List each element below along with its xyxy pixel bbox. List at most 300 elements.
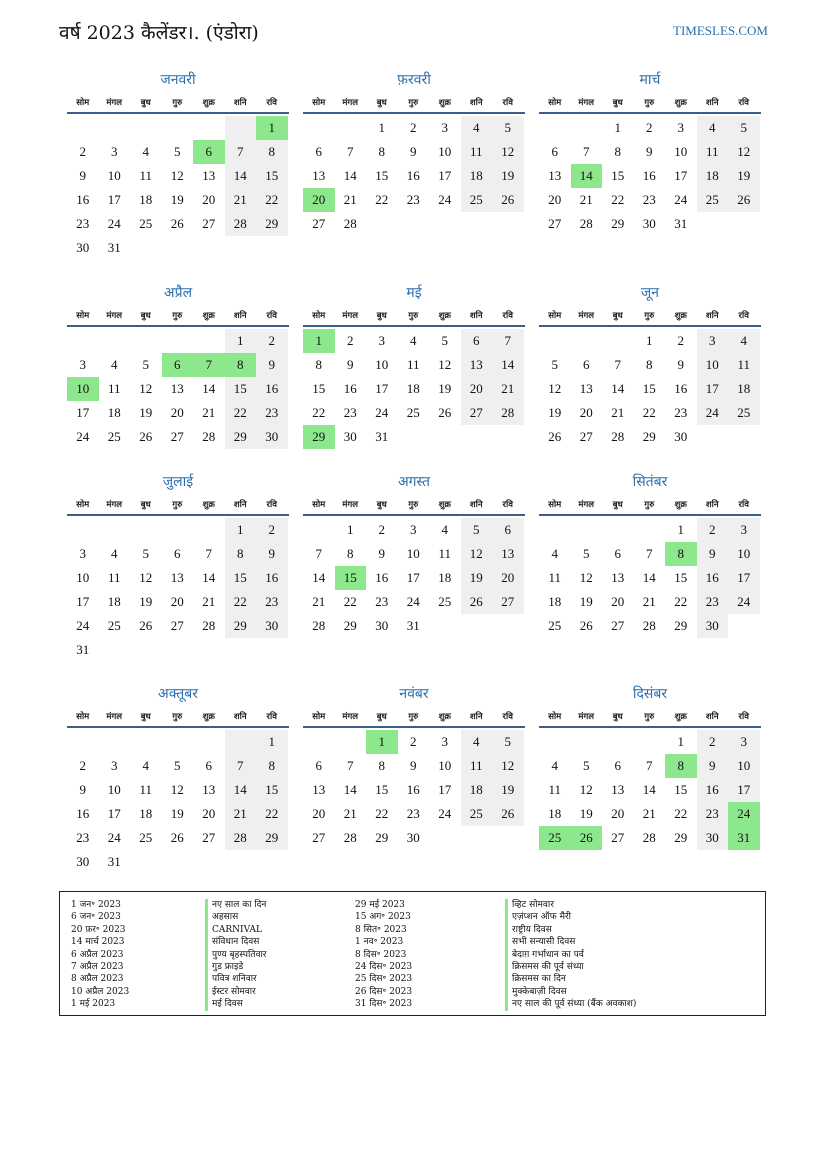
day-cell[interactable]: 18 [548, 594, 562, 609]
day-cell[interactable]: 30 [256, 614, 288, 638]
day-cell[interactable]: 30 [76, 240, 90, 255]
day-cell[interactable]: 9 [677, 357, 684, 372]
day-cell[interactable]: 30 [642, 216, 656, 231]
day-cell[interactable]: 27 [492, 590, 524, 614]
day-cell[interactable]: 23 [406, 806, 420, 821]
day-cell[interactable]: 3 [697, 329, 729, 353]
day-cell[interactable]: 4 [551, 546, 558, 561]
day-cell[interactable]: 5 [583, 546, 590, 561]
day-cell[interactable]: 6 [614, 758, 621, 773]
day-cell[interactable]: 22 [642, 405, 656, 420]
day-cell[interactable]: 25 [728, 401, 760, 425]
day-cell[interactable]: 3 [111, 144, 118, 159]
day-cell[interactable]: 17 [375, 381, 389, 396]
day-cell[interactable]: 19 [139, 594, 153, 609]
day-cell[interactable]: 19 [492, 164, 524, 188]
day-cell[interactable]: 18 [438, 570, 452, 585]
day-cell[interactable]: 21 [343, 806, 357, 821]
day-cell[interactable]: 5 [174, 758, 181, 773]
day-cell[interactable]: 13 [461, 353, 493, 377]
day-cell[interactable]: 1 [303, 329, 335, 353]
day-cell[interactable]: 29 [256, 826, 288, 850]
day-cell[interactable]: 24 [375, 405, 389, 420]
day-cell[interactable]: 14 [202, 381, 216, 396]
day-cell[interactable]: 3 [728, 518, 760, 542]
day-cell[interactable]: 29 [225, 425, 257, 449]
day-cell[interactable]: 11 [107, 381, 121, 396]
day-cell[interactable]: 27 [170, 618, 184, 633]
day-cell[interactable]: 7 [646, 546, 653, 561]
day-cell[interactable]: 28 [312, 618, 326, 633]
day-cell[interactable]: 28 [642, 618, 656, 633]
day-cell[interactable]: 10 [438, 144, 452, 159]
day-cell[interactable]: 28 [202, 618, 216, 633]
day-cell[interactable]: 17 [728, 566, 760, 590]
day-cell[interactable]: 24 [438, 192, 452, 207]
day-cell[interactable]: 27 [461, 401, 493, 425]
day-cell[interactable]: 23 [76, 830, 90, 845]
day-cell[interactable]: 21 [579, 192, 593, 207]
day-cell[interactable]: 2 [410, 734, 417, 749]
day-cell[interactable]: 22 [225, 401, 257, 425]
day-cell[interactable]: 27 [548, 216, 562, 231]
day-cell[interactable]: 26 [492, 188, 524, 212]
day-cell[interactable]: 18 [548, 806, 562, 821]
day-cell[interactable]: 28 [225, 826, 257, 850]
day-cell[interactable]: 27 [579, 429, 593, 444]
day-cell[interactable]: 15 [225, 377, 257, 401]
day-cell[interactable]: 14 [642, 782, 656, 797]
day-cell[interactable]: 31 [406, 618, 420, 633]
day-cell[interactable]: 22 [256, 188, 288, 212]
day-cell[interactable]: 12 [170, 782, 184, 797]
day-cell[interactable]: 11 [461, 140, 493, 164]
day-cell[interactable]: 8 [347, 546, 354, 561]
day-cell[interactable]: 15 [642, 381, 656, 396]
day-cell[interactable]: 1 [225, 518, 257, 542]
day-cell[interactable]: 1 [366, 730, 398, 754]
day-cell[interactable]: 13 [492, 542, 524, 566]
day-cell[interactable]: 24 [76, 429, 90, 444]
day-cell[interactable]: 6 [174, 546, 181, 561]
day-cell[interactable]: 6 [583, 357, 590, 372]
day-cell[interactable]: 4 [441, 522, 448, 537]
day-cell[interactable]: 15 [375, 782, 389, 797]
day-cell[interactable]: 5 [461, 518, 493, 542]
day-cell[interactable]: 16 [406, 782, 420, 797]
day-cell[interactable]: 10 [728, 542, 760, 566]
day-cell[interactable]: 19 [579, 594, 593, 609]
day-cell[interactable]: 16 [642, 168, 656, 183]
day-cell[interactable]: 17 [674, 168, 688, 183]
day-cell[interactable]: 16 [697, 566, 729, 590]
day-cell[interactable]: 18 [697, 164, 729, 188]
day-cell[interactable]: 15 [335, 566, 367, 590]
day-cell[interactable]: 24 [107, 216, 121, 231]
day-cell[interactable]: 4 [697, 116, 729, 140]
day-cell[interactable]: 3 [410, 522, 417, 537]
day-cell[interactable]: 5 [492, 730, 524, 754]
day-cell[interactable]: 28 [579, 216, 593, 231]
day-cell[interactable]: 23 [256, 401, 288, 425]
day-cell[interactable]: 16 [343, 381, 357, 396]
day-cell[interactable]: 26 [139, 429, 153, 444]
day-cell[interactable]: 15 [674, 570, 688, 585]
day-cell[interactable]: 9 [697, 542, 729, 566]
day-cell[interactable]: 3 [79, 357, 86, 372]
day-cell[interactable]: 19 [461, 566, 493, 590]
day-cell[interactable]: 11 [697, 140, 729, 164]
day-cell[interactable]: 3 [728, 730, 760, 754]
day-cell[interactable]: 2 [378, 522, 385, 537]
day-cell[interactable]: 11 [728, 353, 760, 377]
day-cell[interactable]: 13 [611, 570, 625, 585]
day-cell[interactable]: 14 [611, 381, 625, 396]
day-cell[interactable]: 26 [492, 802, 524, 826]
day-cell[interactable]: 21 [492, 377, 524, 401]
day-cell[interactable]: 7 [205, 546, 212, 561]
day-cell[interactable]: 6 [205, 758, 212, 773]
day-cell[interactable]: 30 [697, 826, 729, 850]
day-cell[interactable]: 15 [611, 168, 625, 183]
day-cell[interactable]: 10 [76, 570, 90, 585]
day-cell[interactable]: 2 [79, 758, 86, 773]
day-cell[interactable]: 4 [111, 546, 118, 561]
day-cell[interactable]: 28 [225, 212, 257, 236]
day-cell[interactable]: 12 [492, 140, 524, 164]
day-cell[interactable]: 22 [312, 405, 326, 420]
day-cell[interactable]: 31 [107, 854, 121, 869]
day-cell[interactable]: 30 [674, 429, 688, 444]
day-cell[interactable]: 24 [728, 590, 760, 614]
day-cell[interactable]: 21 [642, 594, 656, 609]
day-cell[interactable]: 9 [410, 144, 417, 159]
day-cell[interactable]: 7 [315, 546, 322, 561]
day-cell[interactable]: 28 [343, 216, 357, 231]
day-cell[interactable]: 6 [461, 329, 493, 353]
day-cell[interactable]: 15 [375, 168, 389, 183]
day-cell[interactable]: 29 [674, 830, 688, 845]
day-cell[interactable]: 22 [674, 594, 688, 609]
day-cell[interactable]: 19 [139, 405, 153, 420]
day-cell[interactable]: 23 [406, 192, 420, 207]
day-cell[interactable]: 4 [410, 333, 417, 348]
day-cell[interactable]: 13 [202, 782, 216, 797]
day-cell[interactable]: 31 [728, 826, 760, 850]
day-cell[interactable]: 2 [697, 518, 729, 542]
day-cell[interactable]: 21 [642, 806, 656, 821]
day-cell[interactable]: 13 [202, 168, 216, 183]
day-cell[interactable]: 30 [697, 614, 729, 638]
day-cell[interactable]: 17 [76, 594, 90, 609]
day-cell[interactable]: 13 [170, 381, 184, 396]
day-cell[interactable]: 7 [193, 353, 225, 377]
day-cell[interactable]: 8 [646, 357, 653, 372]
day-cell[interactable]: 20 [611, 594, 625, 609]
day-cell[interactable]: 14 [343, 782, 357, 797]
day-cell[interactable]: 17 [107, 806, 121, 821]
day-cell[interactable]: 5 [142, 546, 149, 561]
day-cell[interactable]: 26 [438, 405, 452, 420]
day-cell[interactable]: 10 [375, 357, 389, 372]
day-cell[interactable]: 24 [728, 802, 760, 826]
day-cell[interactable]: 2 [677, 333, 684, 348]
day-cell[interactable]: 24 [674, 192, 688, 207]
day-cell[interactable]: 21 [225, 802, 257, 826]
day-cell[interactable]: 17 [728, 778, 760, 802]
day-cell[interactable]: 20 [492, 566, 524, 590]
day-cell[interactable]: 25 [107, 429, 121, 444]
day-cell[interactable]: 24 [107, 830, 121, 845]
day-cell[interactable]: 16 [406, 168, 420, 183]
day-cell[interactable]: 29 [256, 212, 288, 236]
day-cell[interactable]: 9 [378, 546, 385, 561]
day-cell[interactable]: 30 [256, 425, 288, 449]
day-cell[interactable]: 9 [697, 754, 729, 778]
day-cell[interactable]: 31 [674, 216, 688, 231]
day-cell[interactable]: 26 [579, 618, 593, 633]
day-cell[interactable]: 12 [170, 168, 184, 183]
day-cell[interactable]: 11 [461, 754, 493, 778]
day-cell[interactable]: 19 [548, 405, 562, 420]
day-cell[interactable]: 26 [170, 216, 184, 231]
day-cell[interactable]: 6 [614, 546, 621, 561]
day-cell[interactable]: 1 [256, 730, 288, 754]
day-cell[interactable]: 27 [312, 216, 326, 231]
day-cell[interactable]: 20 [202, 806, 216, 821]
day-cell[interactable]: 25 [406, 405, 420, 420]
day-cell[interactable]: 19 [438, 381, 452, 396]
day-cell[interactable]: 28 [611, 429, 625, 444]
day-cell[interactable]: 2 [410, 120, 417, 135]
day-cell[interactable]: 25 [139, 216, 153, 231]
day-cell[interactable]: 21 [202, 594, 216, 609]
day-cell[interactable]: 25 [697, 188, 729, 212]
day-cell[interactable]: 24 [76, 618, 90, 633]
day-cell[interactable]: 18 [107, 405, 121, 420]
day-cell[interactable]: 17 [438, 168, 452, 183]
day-cell[interactable]: 5 [174, 144, 181, 159]
day-cell[interactable]: 1 [225, 329, 257, 353]
day-cell[interactable]: 8 [378, 758, 385, 773]
day-cell[interactable]: 7 [347, 144, 354, 159]
day-cell[interactable]: 5 [142, 357, 149, 372]
day-cell[interactable]: 11 [548, 570, 562, 585]
day-cell[interactable]: 7 [614, 357, 621, 372]
day-cell[interactable]: 8 [665, 754, 697, 778]
day-cell[interactable]: 25 [107, 618, 121, 633]
day-cell[interactable]: 29 [674, 618, 688, 633]
day-cell[interactable]: 2 [79, 144, 86, 159]
day-cell[interactable]: 2 [256, 329, 288, 353]
day-cell[interactable]: 15 [225, 566, 257, 590]
day-cell[interactable]: 20 [170, 594, 184, 609]
day-cell[interactable]: 20 [548, 192, 562, 207]
day-cell[interactable]: 1 [614, 120, 621, 135]
day-cell[interactable]: 4 [142, 144, 149, 159]
day-cell[interactable]: 12 [461, 542, 493, 566]
day-cell[interactable]: 27 [170, 429, 184, 444]
day-cell[interactable]: 8 [315, 357, 322, 372]
day-cell[interactable]: 13 [312, 168, 326, 183]
day-cell[interactable]: 23 [674, 405, 688, 420]
day-cell[interactable]: 9 [410, 758, 417, 773]
day-cell[interactable]: 10 [728, 754, 760, 778]
day-cell[interactable]: 8 [256, 140, 288, 164]
day-cell[interactable]: 1 [378, 120, 385, 135]
day-cell[interactable]: 31 [107, 240, 121, 255]
day-cell[interactable]: 25 [461, 188, 493, 212]
day-cell[interactable]: 20 [579, 405, 593, 420]
day-cell[interactable]: 4 [461, 116, 493, 140]
day-cell[interactable]: 3 [441, 734, 448, 749]
day-cell[interactable]: 16 [76, 192, 90, 207]
day-cell[interactable]: 11 [548, 782, 562, 797]
day-cell[interactable]: 27 [312, 830, 326, 845]
day-cell[interactable]: 19 [170, 192, 184, 207]
day-cell[interactable]: 28 [202, 429, 216, 444]
day-cell[interactable]: 11 [107, 570, 121, 585]
day-cell[interactable]: 14 [492, 353, 524, 377]
day-cell[interactable]: 7 [225, 754, 257, 778]
day-cell[interactable]: 26 [571, 826, 603, 850]
day-cell[interactable]: 1 [677, 734, 684, 749]
day-cell[interactable]: 18 [139, 806, 153, 821]
day-cell[interactable]: 17 [76, 405, 90, 420]
day-cell[interactable]: 5 [441, 333, 448, 348]
day-cell[interactable]: 18 [107, 594, 121, 609]
day-cell[interactable]: 9 [256, 353, 288, 377]
day-cell[interactable]: 23 [343, 405, 357, 420]
day-cell[interactable]: 17 [107, 192, 121, 207]
day-cell[interactable]: 13 [312, 782, 326, 797]
day-cell[interactable]: 10 [107, 782, 121, 797]
day-cell[interactable]: 26 [548, 429, 562, 444]
day-cell[interactable]: 31 [375, 429, 389, 444]
day-cell[interactable]: 29 [225, 614, 257, 638]
day-cell[interactable]: 4 [111, 357, 118, 372]
day-cell[interactable]: 26 [728, 188, 760, 212]
day-cell[interactable]: 10 [107, 168, 121, 183]
day-cell[interactable]: 14 [202, 570, 216, 585]
day-cell[interactable]: 18 [728, 377, 760, 401]
day-cell[interactable]: 24 [406, 594, 420, 609]
day-cell[interactable]: 3 [79, 546, 86, 561]
day-cell[interactable]: 30 [375, 618, 389, 633]
day-cell[interactable]: 13 [548, 168, 562, 183]
day-cell[interactable]: 10 [674, 144, 688, 159]
day-cell[interactable]: 4 [551, 758, 558, 773]
day-cell[interactable]: 8 [225, 542, 257, 566]
day-cell[interactable]: 17 [438, 782, 452, 797]
day-cell[interactable]: 24 [438, 806, 452, 821]
day-cell[interactable]: 6 [315, 144, 322, 159]
day-cell[interactable]: 23 [256, 590, 288, 614]
day-cell[interactable]: 18 [406, 381, 420, 396]
day-cell[interactable]: 8 [665, 542, 697, 566]
day-cell[interactable]: 29 [611, 216, 625, 231]
day-cell[interactable]: 18 [139, 192, 153, 207]
day-cell[interactable]: 7 [583, 144, 590, 159]
day-cell[interactable]: 16 [256, 566, 288, 590]
day-cell[interactable]: 8 [256, 754, 288, 778]
day-cell[interactable]: 6 [315, 758, 322, 773]
day-cell[interactable]: 18 [461, 778, 493, 802]
day-cell[interactable]: 14 [343, 168, 357, 183]
day-cell[interactable]: 20 [303, 188, 335, 212]
day-cell[interactable]: 12 [728, 140, 760, 164]
day-cell[interactable]: 1 [347, 522, 354, 537]
day-cell[interactable]: 1 [677, 522, 684, 537]
day-cell[interactable]: 16 [697, 778, 729, 802]
day-cell[interactable]: 21 [312, 594, 326, 609]
day-cell[interactable]: 12 [139, 570, 153, 585]
day-cell[interactable]: 9 [79, 168, 86, 183]
day-cell[interactable]: 28 [492, 401, 524, 425]
day-cell[interactable]: 12 [139, 381, 153, 396]
day-cell[interactable]: 6 [551, 144, 558, 159]
day-cell[interactable]: 22 [256, 802, 288, 826]
day-cell[interactable]: 29 [375, 830, 389, 845]
day-cell[interactable]: 7 [646, 758, 653, 773]
day-cell[interactable]: 10 [697, 353, 729, 377]
day-cell[interactable]: 13 [579, 381, 593, 396]
day-cell[interactable]: 18 [461, 164, 493, 188]
day-cell[interactable]: 22 [225, 590, 257, 614]
day-cell[interactable]: 3 [441, 120, 448, 135]
day-cell[interactable]: 11 [139, 782, 153, 797]
day-cell[interactable]: 6 [492, 518, 524, 542]
day-cell[interactable]: 10 [438, 758, 452, 773]
day-cell[interactable]: 16 [256, 377, 288, 401]
day-cell[interactable]: 15 [674, 782, 688, 797]
day-cell[interactable]: 14 [642, 570, 656, 585]
day-cell[interactable]: 25 [139, 830, 153, 845]
day-cell[interactable]: 30 [406, 830, 420, 845]
day-cell[interactable]: 8 [378, 144, 385, 159]
day-cell[interactable]: 4 [461, 730, 493, 754]
day-cell[interactable]: 15 [312, 381, 326, 396]
day-cell[interactable]: 20 [170, 405, 184, 420]
day-cell[interactable]: 23 [697, 802, 729, 826]
day-cell[interactable]: 22 [343, 594, 357, 609]
day-cell[interactable]: 5 [728, 116, 760, 140]
day-cell[interactable]: 5 [551, 357, 558, 372]
day-cell[interactable]: 11 [139, 168, 153, 183]
day-cell[interactable]: 14 [312, 570, 326, 585]
day-cell[interactable]: 3 [677, 120, 684, 135]
day-cell[interactable]: 31 [76, 642, 90, 657]
day-cell[interactable]: 2 [697, 730, 729, 754]
day-cell[interactable]: 10 [406, 546, 420, 561]
day-cell[interactable]: 28 [343, 830, 357, 845]
day-cell[interactable]: 26 [139, 618, 153, 633]
day-cell[interactable]: 21 [202, 405, 216, 420]
day-cell[interactable]: 19 [170, 806, 184, 821]
day-cell[interactable]: 2 [256, 518, 288, 542]
day-cell[interactable]: 28 [642, 830, 656, 845]
day-cell[interactable]: 19 [728, 164, 760, 188]
day-cell[interactable]: 16 [674, 381, 688, 396]
day-cell[interactable]: 1 [646, 333, 653, 348]
day-cell[interactable]: 5 [492, 116, 524, 140]
day-cell[interactable]: 12 [548, 381, 562, 396]
day-cell[interactable]: 8 [225, 353, 257, 377]
day-cell[interactable]: 7 [347, 758, 354, 773]
day-cell[interactable]: 27 [611, 830, 625, 845]
day-cell[interactable]: 2 [646, 120, 653, 135]
day-cell[interactable]: 12 [492, 754, 524, 778]
